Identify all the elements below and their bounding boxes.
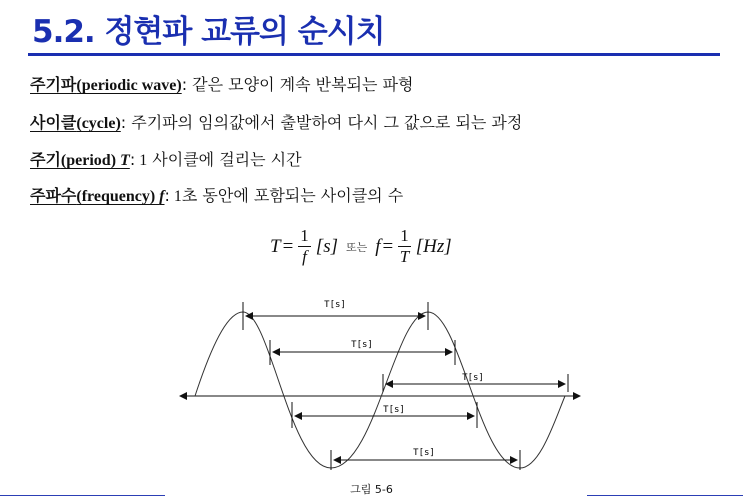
definition-text: 사이클에 걸리는 시간 <box>147 150 302 169</box>
period-label: T[s] <box>351 340 373 350</box>
bottom-rule-left <box>0 495 165 496</box>
period-label: T[s] <box>324 300 346 310</box>
term-frequency: 주파수(frequency) f <box>30 186 165 205</box>
figure-caption: 그림 5-6 <box>350 483 393 496</box>
definition-cycle: 사이클(cycle): 주기파의 임의값에서 출발하여 다시 그 값으로 되는 과정 <box>30 113 523 132</box>
definition-periodic-wave: 주기파(periodic wave): 같은 모양이 계속 반복되는 파형 <box>30 75 414 94</box>
period-frequency-formula: T = $\frac{1}{f}$ [s] 또는 f = $\frac{1}{T}$ [Hz] <box>270 226 452 266</box>
definition-period: 주기(period) T: 1 사이클에 걸리는 시간 <box>30 150 302 169</box>
fraction-one-over-t: $\frac{1}{T}$ <box>399 226 410 266</box>
sine-curve <box>195 312 565 468</box>
definition-text: 주기파의 임의값에서 출발하여 다시 그 값으로 되는 과정 <box>126 113 523 132</box>
definition-text: 초 동안에 포함되는 사이클의 수 <box>181 186 404 205</box>
period-label: T[s] <box>462 373 484 383</box>
period-label: T[s] <box>383 405 405 415</box>
term-cycle: 사이클(cycle) <box>30 113 121 132</box>
period-markers <box>243 302 568 470</box>
fraction-one-over-f: $\frac{1}{f}$ <box>300 226 309 266</box>
term-period: 주기(period) T <box>30 150 130 169</box>
page-title: 5.2. 정현파 교류의 순시치 <box>32 14 385 50</box>
period-label: T[s] <box>413 448 435 458</box>
definition-frequency: 주파수(frequency) f: 1초 동안에 포함되는 사이클의 수 <box>30 186 404 205</box>
bottom-rule-right <box>587 495 743 496</box>
sine-wave-figure <box>170 290 590 480</box>
term-periodic-wave: 주기파(periodic wave) <box>30 75 182 94</box>
definition-text: 같은 모양이 계속 반복되는 파형 <box>187 75 414 94</box>
title-underline <box>28 53 720 56</box>
